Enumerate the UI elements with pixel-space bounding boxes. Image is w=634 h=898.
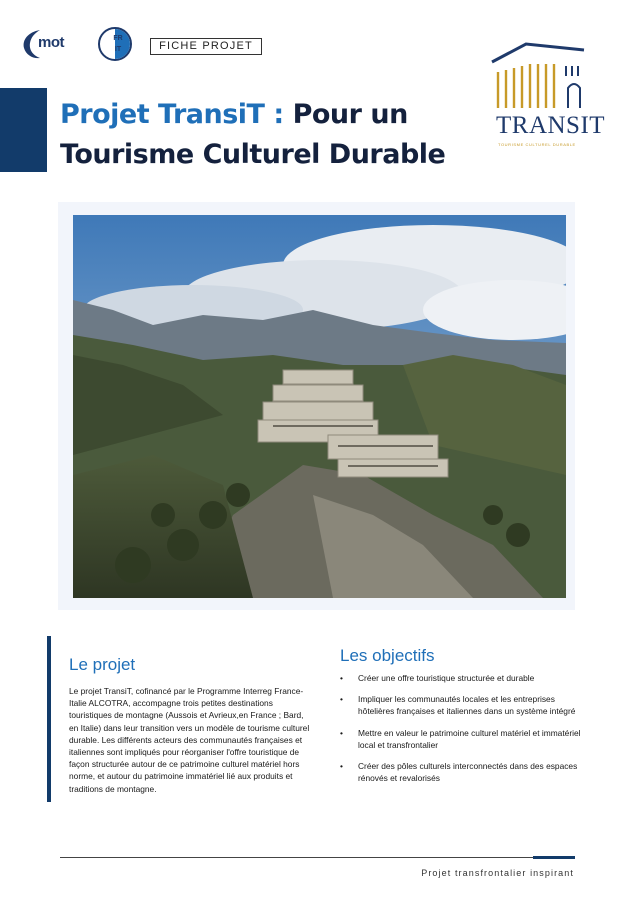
- objectif-item: [340, 760, 590, 784]
- objectif-item: [340, 727, 590, 751]
- fortress-photo: [73, 215, 566, 598]
- objectif-text: Mettre en valeur le patrimoine culturel matériel et immatériel local et transfrontalier: [358, 727, 581, 750]
- mot-logo: [20, 24, 90, 64]
- fr-it-logo-it: IT: [114, 46, 122, 53]
- fr-it-logo-half: [115, 29, 130, 59]
- page-title-part1: Projet TransiT :: [60, 99, 293, 130]
- objectif-text: Créer des pôles culturels interconnectés dans des espaces rénovés et revalorisés: [358, 761, 578, 784]
- projet-heading: Le projet: [69, 655, 136, 674]
- bullet-icon: •: [340, 673, 343, 683]
- transit-logo-subtitle: TOURISME CULTUREL DURABLE: [498, 142, 576, 147]
- title-accent-bar: [0, 88, 47, 172]
- fortress-mountain-image: [73, 215, 566, 598]
- objectif-item: [340, 693, 590, 717]
- objectif-text: Créer une offre touristique structurée et durable: [358, 673, 535, 683]
- page-title: [60, 95, 490, 175]
- fr-it-logo: [98, 27, 132, 61]
- objectif-text: Impliquer les communautés locales et les entreprises hôtelières françaises et italiennes dans un système intégré: [358, 694, 576, 717]
- fortress-arches-icon: [488, 42, 588, 112]
- mot-logo-text: mot: [38, 34, 64, 51]
- objectifs-list: [340, 672, 590, 793]
- transit-logo: [488, 42, 606, 152]
- footer-accent: [533, 856, 575, 859]
- fiche-projet-label: FICHE PROJET: [150, 38, 262, 55]
- projet-description: Le projet TransiT, cofinancé par le Programme Interreg France-Italie ALCOTRA, accompagne trois petites destinations touristiques de montagne (Aussois et Avrieux,en France ; Bard, en Italie) dans leur transition vers un modèle de tourisme culturel durable. Les différents acteurs des communautés françaises et italiennes sont impliqués pour réorganiser l'offre touristique de façon structurée autour de ce patrimoine culturel matériel hors norme, et autour du patrimoine immatériel lié aux produits et traditions de montagne.: [69, 686, 310, 794]
- fr-it-logo-fr: FR: [113, 35, 123, 42]
- objectifs-heading: Les objectifs: [340, 646, 435, 665]
- section-accent-bar: [47, 636, 51, 802]
- footer-divider: [60, 857, 575, 858]
- bullet-icon: •: [340, 761, 343, 772]
- footer-text: Projet transfrontalier inspirant: [421, 868, 574, 878]
- page-title-part2: Pour un Tourisme Culturel Durable: [60, 99, 446, 170]
- bullet-icon: •: [340, 694, 343, 705]
- transit-logo-name: TRANSIT: [496, 112, 606, 139]
- bullet-icon: •: [340, 727, 343, 738]
- objectif-item: [340, 672, 590, 684]
